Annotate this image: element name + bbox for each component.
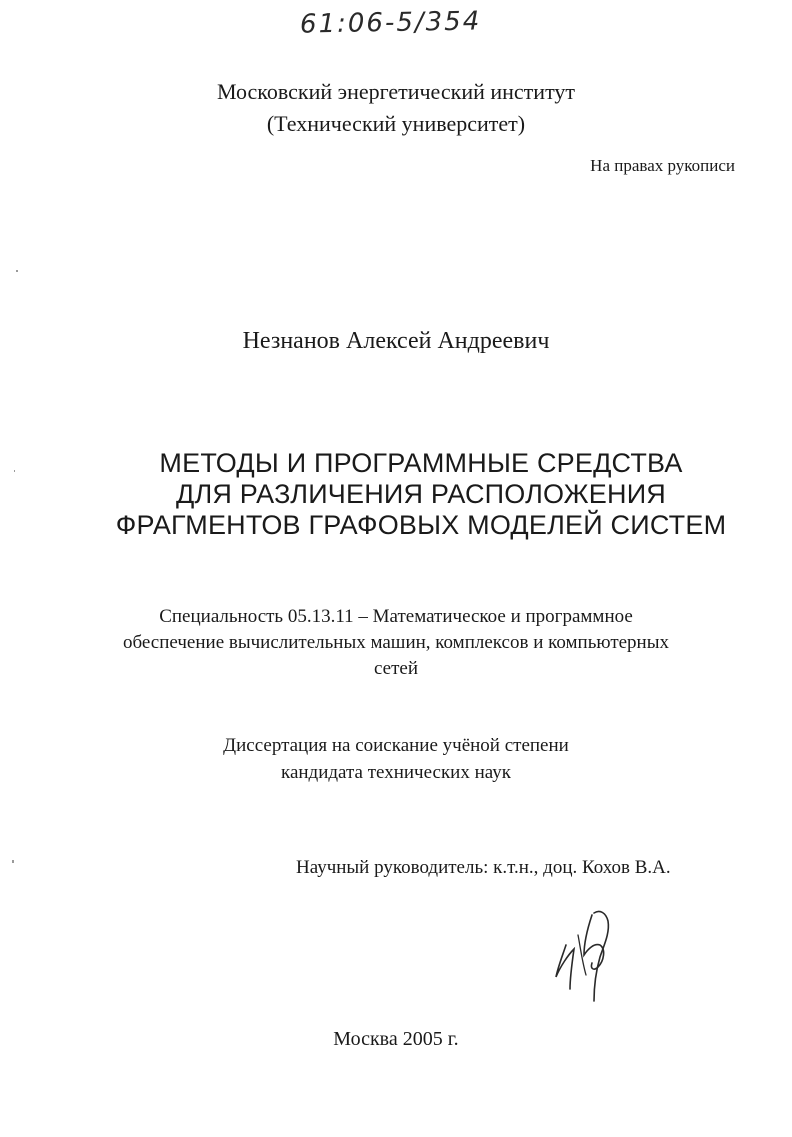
institution-line-1: Московский энергетический институт xyxy=(216,79,576,104)
handwritten-signature xyxy=(548,905,628,1015)
scan-speck xyxy=(14,470,15,472)
title-line-3: ФРАГМЕНТОВ ГРАФОВЫХ МОДЕЛЕЙ СИСТЕМ xyxy=(115,510,727,540)
scan-speck xyxy=(16,270,18,272)
author-name: Незнанов Алексей Андреевич xyxy=(242,328,550,354)
degree-line-1: Диссертация на соискание учёной степени xyxy=(223,735,569,756)
specialty-description xyxy=(0,604,792,682)
manuscript-rights-note: На правах рукописи xyxy=(590,156,735,175)
title-line-1: МЕТОДЫ И ПРОГРАММНЫЕ СРЕДСТВА xyxy=(159,448,683,478)
scan-speck xyxy=(12,860,14,863)
city-and-year: Москва 2005 г. xyxy=(333,1028,459,1050)
specialty-line-3: сетей xyxy=(373,658,418,679)
dissertation-title xyxy=(25,448,792,541)
handwritten-archive-code: 61:06-5/354 xyxy=(299,6,482,40)
institution-name xyxy=(0,76,792,140)
degree-statement xyxy=(0,732,792,786)
specialty-line-2: обеспечение вычислительных машин, комплексов и компьютерных xyxy=(122,632,669,653)
institution-line-2: (Технический университет) xyxy=(266,111,526,136)
scientific-supervisor: Научный руководитель: к.т.н., доц. Кохов В.А. xyxy=(296,857,671,878)
title-line-2: ДЛЯ РАЗЛИЧЕНИЯ РАСПОЛОЖЕНИЯ xyxy=(175,479,667,509)
specialty-line-1: Специальность 05.13.11 – Математическое и программное xyxy=(159,606,633,627)
degree-line-2: кандидата технических наук xyxy=(281,762,511,783)
